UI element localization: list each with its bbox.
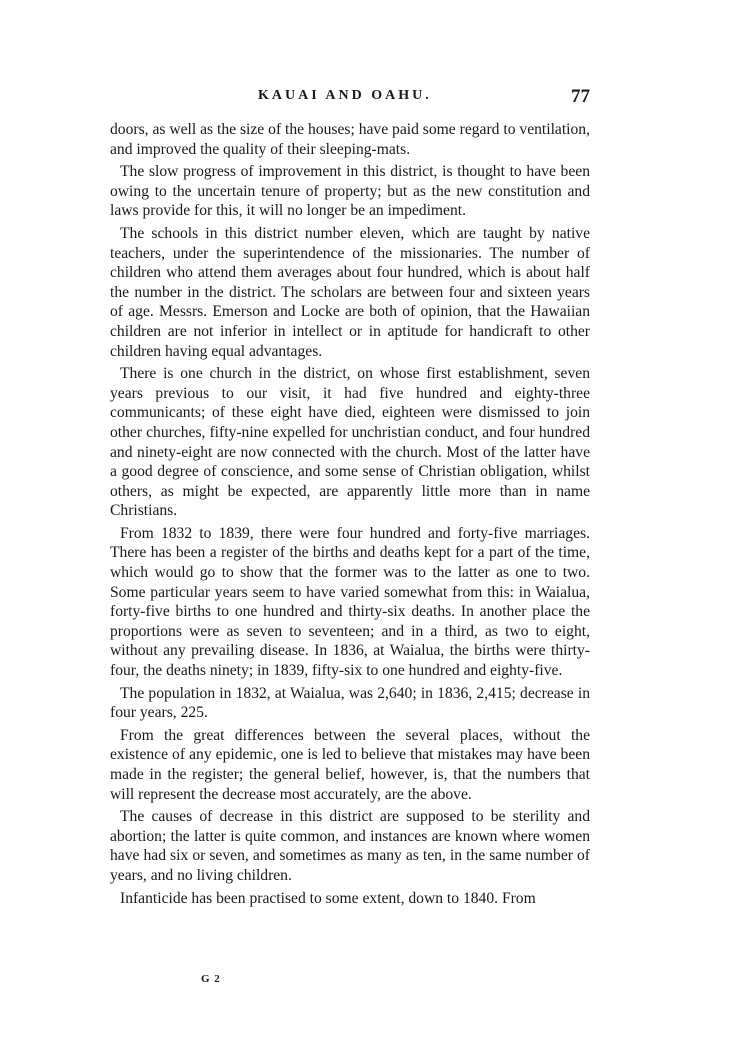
paragraph: The schools in this district number eleven, which are taught by native teachers, under the superintendence of the missionaries. The number of children who attend them averages about four hundred, which is about half the number in the district. The scholars are between four and sixteen years of age. Messrs. Emerson and Locke are both of opinion, that the Hawaiian children are not inferior in intellect or in aptitude for handicraft to other children having equal advantages. (110, 224, 590, 360)
paragraph: There is one church in the district, on whose first establishment, seven years previous to our visit, it had five hundred and eighty-three communicants; of these eight have died, eighteen were dismissed to join other churches, fifty-nine expelled for unchristian conduct, and four hundred and ninety-eight are now connected with the church. Most of the latter have a good degree of conscience, and some sense of Christian obligation, whilst others, as might be expected, are apparently little more than in name Christians. (110, 365, 590, 520)
running-head (110, 88, 590, 110)
paragraph-last: Infanticide has been practised to some extent, down to 1840. From (120, 889, 536, 907)
paragraph-continuation: doors, as well as the size of the houses; have paid some regard to ventilation, and improved the quality of their sleeping-mats. (110, 121, 590, 158)
paragraph: The slow progress of improvement in this district, is thought to have been owing to the uncertain tenure of property; but as the new constitution and laws provide for this, it will no longer be an impediment. (110, 163, 590, 220)
page-number: 77 (571, 86, 590, 107)
paragraph: The population in 1832, at Waialua, was 2,640; in 1836, 2,415; decrease in four years, 225. (110, 684, 590, 722)
paragraph: From 1832 to 1839, there were four hundred and forty-five marriages. There has been a register of the births and deaths kept for a part of the time, which would go to show that the former was to the latter as one to two. Some particular years seem to have varied somewhat from this: in Waialua, forty-five births to one hundred and thirty-six deaths. In another place the proportions were as seven to seventeen; and in a third, as two to eight, without any prevailing disease. In 1836, at Waialua, the births were thirty-four, the deaths ninety; in 1839, fifty-six to one hundred and eighty-five. (110, 524, 590, 680)
running-title: KAUAI AND OAHU. (258, 88, 432, 103)
signature-mark: G 2 (201, 973, 221, 985)
paragraph: From the great differences between the several places, without the existence of any epidemic, one is led to believe that mistakes may have been made in the register; the general belief, however, is, that the numbers that will represent the decrease most accurately, are the above. (110, 726, 590, 803)
body-text (110, 120, 590, 911)
paragraph: The causes of decrease in this district are supposed to be sterility and abortion; the latter is quite common, and instances are known where women have had six or seven, and sometimes as many as ten, in the same number of years, and no living children. (110, 808, 590, 884)
